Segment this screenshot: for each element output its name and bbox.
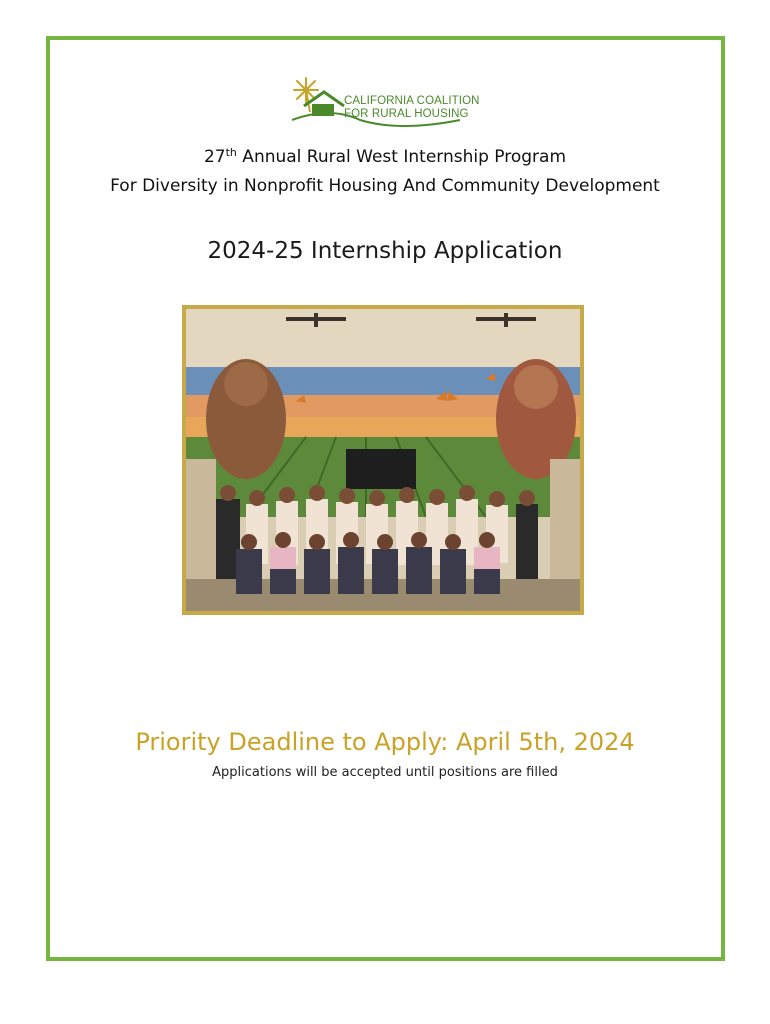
organization-logo [290,76,490,130]
application-title: 2024-25 Internship Application [207,238,563,264]
program-ordinal-suffix: th [225,146,237,159]
program-subtitle: For Diversity in Nonprofit Housing And Community Development [110,176,660,196]
program-title [0,146,770,167]
applications-note: Applications will be accepted until positions are filled [212,765,558,780]
priority-deadline: Priority Deadline to Apply: April 5th, 2024 [135,728,635,756]
logo-text-line1: CALIFORNIA COALITION [344,95,480,107]
group-photo [182,305,584,615]
logo-text-line2: FOR RURAL HOUSING [344,108,469,120]
program-title-text: Annual Rural West Internship Program [236,147,567,167]
program-ordinal: 27 [203,147,226,167]
mural-photo-image [186,309,580,611]
